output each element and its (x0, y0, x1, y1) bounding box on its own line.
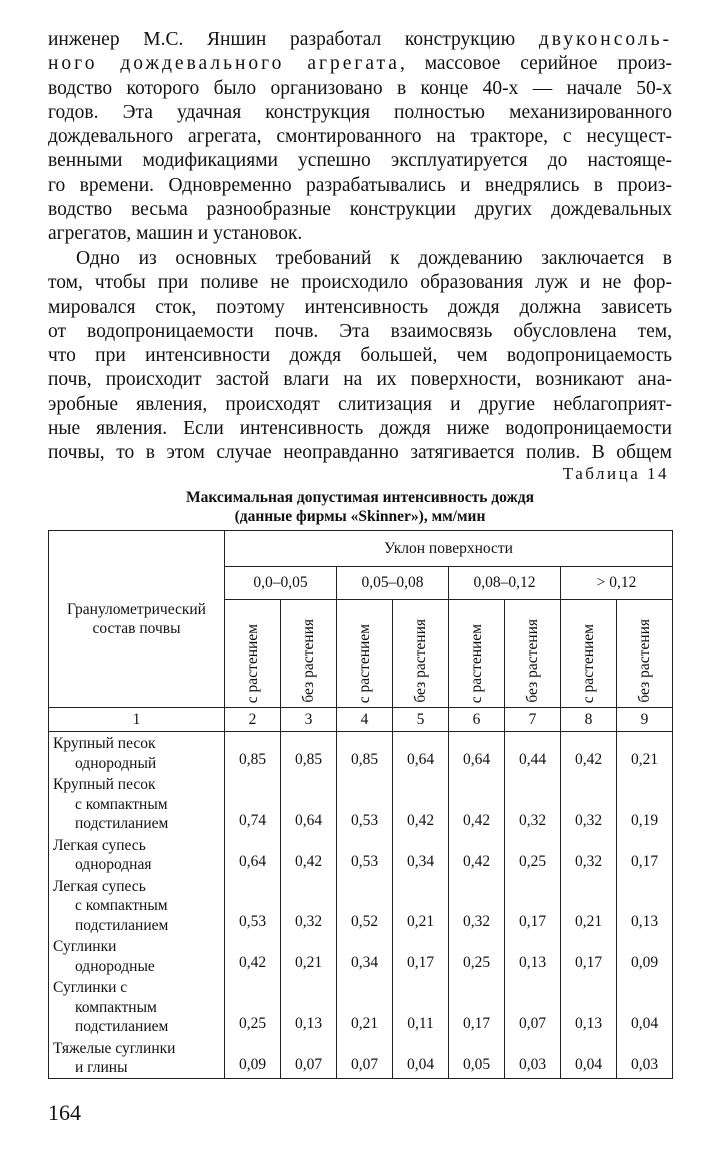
paragraph-2 (48, 247, 672, 466)
intensity-value: 0,03 (617, 1037, 673, 1079)
condition-subheader (449, 600, 505, 708)
table-title-line-2: (данные фирмы «Skinner»), мм/мин (234, 508, 486, 525)
intensity-value: 0,53 (337, 834, 393, 875)
intensity-value: 0,13 (561, 976, 617, 1037)
soil-type-cell (49, 875, 225, 936)
intensity-value: 0,17 (393, 935, 449, 976)
intensity-value: 0,04 (617, 976, 673, 1037)
intensity-value: 0,21 (337, 976, 393, 1037)
text-line: от водопроницаемости почв. Эта взаимосвязь обусловлена тем, (48, 320, 672, 342)
intensity-value: 0,53 (225, 875, 281, 936)
intensity-value: 0,42 (449, 834, 505, 875)
intensity-value: 0,21 (617, 732, 673, 774)
condition-subheader (617, 600, 673, 708)
column-number: 5 (393, 708, 449, 732)
row-header (49, 531, 225, 708)
condition-subheader-label: без растения (411, 619, 429, 703)
intensity-value: 0,21 (281, 935, 337, 976)
condition-subheader-label: с растением (579, 623, 597, 703)
intensity-value: 0,03 (505, 1037, 561, 1079)
text-line: эробные явления, происходят слитизация и другие неблагоприят- (48, 393, 672, 415)
table-row (49, 732, 673, 774)
soil-type-label: с компактным (75, 897, 168, 914)
text-span: , массовое серийное произ- (399, 53, 672, 75)
text-line: мировался сток, поэтому интенсивность дождя должна зависеть (48, 296, 672, 318)
intensity-value: 0,74 (225, 773, 281, 834)
soil-type-label: подстиланием (75, 916, 169, 934)
text-line: водство весьма разнообразные конструкции других дождевальных (48, 199, 672, 221)
intensity-table (48, 530, 673, 1079)
text-line: го времени. Одновременно разрабатывались и внедрялись в произ- (48, 174, 672, 196)
soil-type-label: с компактным (75, 795, 168, 813)
text-line: дождевального агрегата, смонтированного на тракторе, с несущест- (48, 126, 672, 148)
intensity-value: 0,64 (393, 732, 449, 774)
intensity-value: 0,13 (505, 935, 561, 976)
intensity-value: 0,04 (561, 1037, 617, 1079)
soil-type-cell (49, 773, 225, 834)
soil-type-cell (49, 935, 225, 976)
condition-subheader (561, 600, 617, 708)
page-number: 164 (48, 1100, 81, 1125)
soil-type-label: и глины (75, 1059, 128, 1076)
table-title-line-1: Максимальная допустимая интенсивность дождя (186, 489, 534, 506)
spaced-text: двуконсоль- (538, 29, 672, 50)
intensity-value: 0,13 (281, 976, 337, 1037)
slope-range-header: > 0,12 (561, 567, 673, 600)
text-line (48, 28, 672, 52)
intensity-value: 0,17 (561, 935, 617, 976)
condition-subheader (505, 600, 561, 708)
text-line: агрегатов, машин и установок. (48, 223, 303, 245)
text-line: почв, происходит застой влаги на их поверхности, возникают ана- (48, 369, 672, 391)
table-row (49, 1037, 673, 1079)
intensity-value: 0,52 (337, 875, 393, 936)
condition-subheader-label: без растения (523, 619, 541, 703)
soil-type-cell (49, 1037, 225, 1079)
soil-type-label: Суглинки (53, 938, 117, 955)
soil-type-label: Легкая супесь (53, 836, 146, 854)
soil-type-label: Легкая супесь (53, 877, 146, 895)
table-row (49, 976, 673, 1037)
intensity-value: 0,42 (225, 935, 281, 976)
soil-type-label: компактным (75, 998, 157, 1016)
slope-range-header: 0,05–0,08 (337, 567, 449, 600)
text-line: венными модификациями успешно эксплуатируется до настояще- (48, 150, 672, 172)
intensity-value: 0,42 (281, 834, 337, 875)
table-number: Таблица 14 (562, 464, 669, 483)
intensity-value: 0,64 (449, 732, 505, 774)
column-number: 2 (225, 708, 281, 732)
intensity-value: 0,44 (505, 732, 561, 774)
condition-subheader-label: с растением (243, 623, 261, 703)
intensity-value: 0,25 (225, 976, 281, 1037)
slope-range-header: 0,0–0,05 (225, 567, 337, 600)
slope-range-header: 0,08–0,12 (449, 567, 561, 600)
intensity-value: 0,85 (225, 732, 281, 774)
intensity-value: 0,32 (281, 875, 337, 936)
condition-subheader (225, 600, 281, 708)
intensity-value: 0,17 (617, 834, 673, 875)
intensity-value: 0,85 (281, 732, 337, 774)
text-line: Одно из основных требований к дождеванию заключается в (76, 248, 672, 269)
soil-type-cell (49, 732, 225, 774)
text-line: годов. Эта удачная конструкция полностью механизированного (48, 101, 672, 123)
table-row (49, 773, 673, 834)
condition-subheader (393, 600, 449, 708)
intensity-value: 0,19 (617, 773, 673, 834)
condition-subheader (281, 600, 337, 708)
intensity-value: 0,09 (617, 935, 673, 976)
soil-type-label: однородная (75, 856, 152, 873)
intensity-value: 0,04 (393, 1037, 449, 1079)
intensity-value: 0,42 (561, 732, 617, 774)
row-header-label: Гранулометрический состав почвы (67, 601, 206, 637)
intensity-value: 0,32 (505, 773, 561, 834)
soil-type-cell (49, 976, 225, 1037)
soil-type-label: подстиланием (75, 1018, 169, 1035)
intensity-value: 0,09 (225, 1037, 281, 1079)
soil-type-label: подстиланием (75, 815, 169, 832)
column-number: 4 (337, 708, 393, 732)
intensity-value: 0,85 (337, 732, 393, 774)
spaced-text: ного дождевального агрегата (48, 53, 400, 75)
intensity-value: 0,25 (449, 935, 505, 976)
soil-type-label: Крупный песок (53, 735, 156, 752)
intensity-value: 0,64 (281, 773, 337, 834)
soil-type-label: однородный (75, 754, 157, 772)
intensity-value: 0,32 (561, 834, 617, 875)
intensity-value: 0,25 (505, 834, 561, 875)
intensity-value: 0,42 (393, 773, 449, 834)
slope-header: Уклон поверхности (225, 531, 673, 567)
intensity-value: 0,32 (449, 875, 505, 936)
column-number: 6 (449, 708, 505, 732)
soil-type-cell (49, 834, 225, 875)
intensity-value: 0,21 (393, 875, 449, 936)
intensity-value: 0,42 (449, 773, 505, 834)
column-number: 9 (617, 708, 673, 732)
text-line: том, чтобы при поливе не происходило образования луж и не фор- (48, 272, 672, 294)
text-span: инженер М.С. Яншин разработал конструкцию (48, 29, 539, 50)
text-line: водство которого было организовано в конце 40-х — начале 50-х (48, 77, 672, 99)
soil-type-label: Крупный песок (53, 776, 156, 793)
table-row (49, 875, 673, 936)
intensity-value: 0,32 (561, 773, 617, 834)
intensity-value: 0,64 (225, 834, 281, 875)
intensity-value: 0,34 (393, 834, 449, 875)
condition-subheader-label: с растением (355, 623, 373, 703)
intensity-value: 0,07 (281, 1037, 337, 1079)
text-line: что при интенсивности дождя большей, чем водопроницаемость (48, 345, 672, 367)
condition-subheader (337, 600, 393, 708)
intensity-value: 0,07 (337, 1037, 393, 1079)
soil-type-label: Тяжелые суглинки (53, 1039, 176, 1057)
soil-type-label: Суглинки с (53, 979, 128, 996)
column-number: 7 (505, 708, 561, 732)
soil-type-label: однородные (75, 957, 155, 975)
text-line: ные явления. Если интенсивность дождя ниже водопроницаемости (48, 418, 672, 440)
text-line: почвы, то в этом случае неоправданно затягивается полив. В общем (48, 442, 672, 464)
paragraph-1 (48, 28, 672, 247)
intensity-value: 0,07 (505, 976, 561, 1037)
column-number: 8 (561, 708, 617, 732)
condition-subheader-label: без растения (635, 619, 653, 703)
column-number: 3 (281, 708, 337, 732)
intensity-value: 0,05 (449, 1037, 505, 1079)
table-row (49, 935, 673, 976)
intensity-value: 0,17 (449, 976, 505, 1037)
condition-subheader-label: с растением (467, 623, 485, 703)
table-row (49, 834, 673, 875)
text-line (48, 52, 672, 76)
intensity-value: 0,21 (561, 875, 617, 936)
intensity-value: 0,34 (337, 935, 393, 976)
condition-subheader-label: без растения (299, 619, 317, 703)
intensity-value: 0,11 (393, 976, 449, 1037)
intensity-value: 0,53 (337, 773, 393, 834)
intensity-value: 0,17 (505, 875, 561, 936)
intensity-value: 0,13 (617, 875, 673, 936)
column-number: 1 (49, 708, 225, 732)
